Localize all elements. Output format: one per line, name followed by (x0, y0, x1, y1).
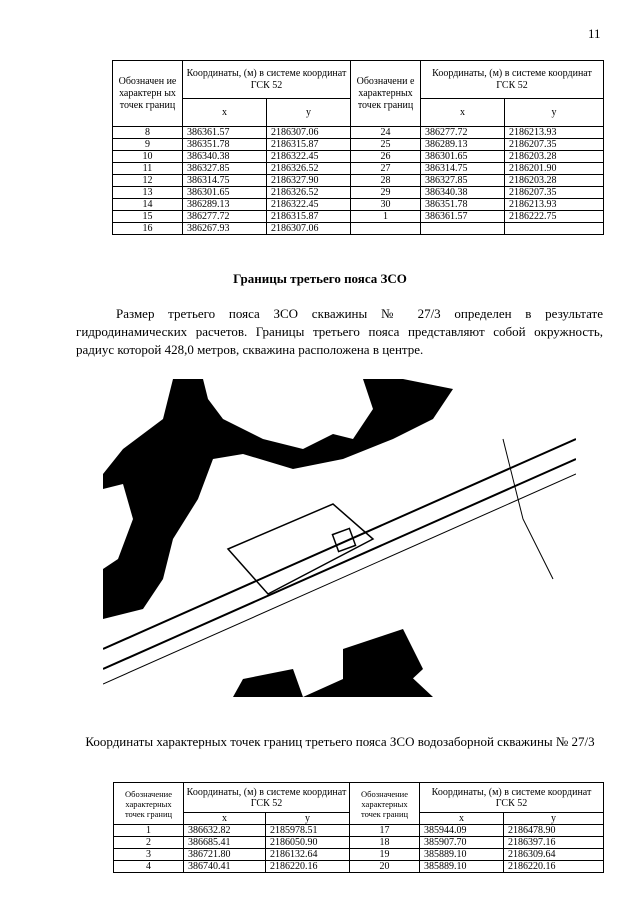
table-row (113, 175, 604, 187)
table-cell: 386289.13 (183, 199, 267, 211)
section-heading: Границы третьего пояса ЗСО (233, 271, 407, 286)
table-row (114, 849, 604, 861)
table-cell: 2186322.45 (267, 151, 351, 163)
table-cell: 26 (351, 151, 421, 163)
table-row (113, 127, 604, 139)
table-caption: Координаты характерных точек границ третьего пояса ЗСО водозаборной скважины № 27/3 (85, 734, 595, 749)
table-cell: 2186327.90 (267, 175, 351, 187)
table-cell: 20 (350, 861, 420, 873)
table-cell: 2186307.06 (267, 223, 351, 235)
table-cell: 1 (351, 211, 421, 223)
table-row (113, 163, 604, 175)
table-cell: 386277.72 (421, 127, 505, 139)
table-cell: 2186220.16 (504, 861, 604, 873)
table-cell: 2186309.64 (504, 849, 604, 861)
table-cell: 2186220.16 (266, 861, 350, 873)
table-cell: 386314.75 (421, 163, 505, 175)
table-cell: 386314.75 (183, 175, 267, 187)
coordinates-table-upper (112, 60, 604, 235)
table-cell: 25 (351, 139, 421, 151)
table-cell: 385944.09 (420, 825, 504, 837)
table-cell: 2186213.93 (505, 199, 604, 211)
table-cell: 386740.41 (184, 861, 266, 873)
table-cell: 18 (350, 837, 420, 849)
table-cell: 9 (113, 139, 183, 151)
table-cell (505, 223, 604, 235)
table-cell: 3 (114, 849, 184, 861)
table-cell: 2186207.35 (505, 187, 604, 199)
table-cell: 2186397.16 (504, 837, 604, 849)
table-cell: 386267.93 (183, 223, 267, 235)
table-cell: 386361.57 (421, 211, 505, 223)
table-cell: 2186132.64 (266, 849, 350, 861)
table-cell: 4 (114, 861, 184, 873)
zone-map-image (103, 379, 576, 697)
table-cell: 2186326.52 (267, 187, 351, 199)
table-row (114, 837, 604, 849)
table-cell: 2186326.52 (267, 163, 351, 175)
table-cell: 1 (114, 825, 184, 837)
table-cell: 386685.41 (184, 837, 266, 849)
table-cell: 27 (351, 163, 421, 175)
table-row (113, 187, 604, 199)
table-cell: 17 (350, 825, 420, 837)
table-cell: 2185978.51 (266, 825, 350, 837)
table-cell: 30 (351, 199, 421, 211)
table-cell: 10 (113, 151, 183, 163)
table-cell: 385889.10 (420, 849, 504, 861)
table-cell: 2186222.75 (505, 211, 604, 223)
table-cell: 2186050.90 (266, 837, 350, 849)
table-cell: 8 (113, 127, 183, 139)
header-point-label-2: Обозначение характерных точек границ (350, 783, 420, 825)
table-cell: 28 (351, 175, 421, 187)
table-cell: 386632.82 (184, 825, 266, 837)
header-point-label-2: Обозначени е характерных точек границ (351, 61, 421, 127)
table-cell: 386301.65 (421, 151, 505, 163)
body-paragraph: Размер третьего пояса ЗСО скважины № 27/3 определен в результате гидродинамических расчетов. Границы третьего пояса представляют собой окружность, радиус которой 428,0 метров, скважина расположена в центре. (76, 306, 603, 357)
table-cell: 2186201.90 (505, 163, 604, 175)
table-cell: 2186213.93 (505, 127, 604, 139)
table-cell: 19 (350, 849, 420, 861)
coordinates-table-lower (113, 782, 604, 873)
table-cell: 2186203.28 (505, 175, 604, 187)
table-cell: 2186315.87 (267, 211, 351, 223)
table-cell: 11 (113, 163, 183, 175)
table-cell: 14 (113, 199, 183, 211)
table-cell: 386351.78 (421, 199, 505, 211)
map-drawing (103, 379, 576, 697)
table-row (113, 223, 604, 235)
table-cell: 386340.38 (421, 187, 505, 199)
table-cell: 29 (351, 187, 421, 199)
header-x: x (184, 813, 266, 825)
table-cell: 386327.85 (421, 175, 505, 187)
table-body (113, 127, 604, 235)
table-row (113, 199, 604, 211)
header-point-label: Обозначение характерных точек границ (114, 783, 184, 825)
table-body (114, 825, 604, 873)
table-cell: 2 (114, 837, 184, 849)
table-cell: 12 (113, 175, 183, 187)
table-cell: 385889.10 (420, 861, 504, 873)
table-row (114, 825, 604, 837)
table-cell: 16 (113, 223, 183, 235)
table-cell: 385907.70 (420, 837, 504, 849)
header-y: y (266, 813, 350, 825)
header-x: x (183, 99, 267, 127)
table-cell: 386351.78 (183, 139, 267, 151)
table-cell: 386289.13 (421, 139, 505, 151)
header-coords-2: Координаты, (м) в системе координат ГСК 52 (420, 783, 604, 813)
table-cell: 386361.57 (183, 127, 267, 139)
table-cell: 13 (113, 187, 183, 199)
table-row (113, 151, 604, 163)
table-cell: 2186207.35 (505, 139, 604, 151)
table-cell: 2186315.87 (267, 139, 351, 151)
table-cell: 386721.80 (184, 849, 266, 861)
table-cell: 386340.38 (183, 151, 267, 163)
table-cell: 2186203.28 (505, 151, 604, 163)
table-cell (351, 223, 421, 235)
header-x-2: x (420, 813, 504, 825)
header-coords-2: Координаты, (м) в системе координат ГСК 52 (421, 61, 604, 99)
table-row (113, 139, 604, 151)
page-number: 11 (588, 26, 601, 41)
table-row (113, 211, 604, 223)
header-point-label: Обозначен ие характерн ых точек границ (113, 61, 183, 127)
header-coords: Координаты, (м) в системе координат ГСК 52 (184, 783, 350, 813)
header-y: y (267, 99, 351, 127)
table-cell: 2186322.45 (267, 199, 351, 211)
table-cell: 386301.65 (183, 187, 267, 199)
table-cell: 2186478.90 (504, 825, 604, 837)
table-cell (421, 223, 505, 235)
header-coords: Координаты, (м) в системе координат ГСК 52 (183, 61, 351, 99)
table-row (114, 861, 604, 873)
table-cell: 386277.72 (183, 211, 267, 223)
table-cell: 386327.85 (183, 163, 267, 175)
header-y-2: y (505, 99, 604, 127)
table-cell: 24 (351, 127, 421, 139)
table-cell: 15 (113, 211, 183, 223)
header-y-2: y (504, 813, 604, 825)
table-cell: 2186307.06 (267, 127, 351, 139)
header-x-2: x (421, 99, 505, 127)
